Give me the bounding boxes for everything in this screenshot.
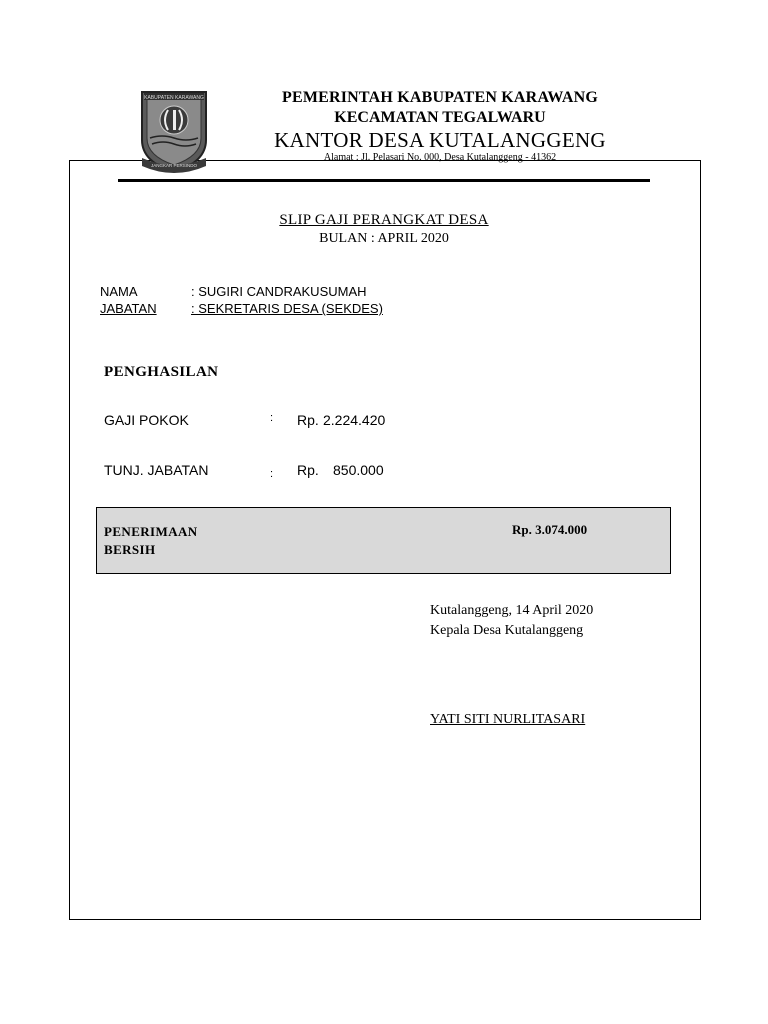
basic-salary-amount: 2.224.420 <box>323 412 386 428</box>
net-income-label-line1: PENERIMAAN <box>104 524 198 539</box>
name-value: : SUGIRI CANDRAKUSUMAH <box>191 284 367 299</box>
signature-place-date: Kutalanggeng, 14 April 2020 <box>430 603 594 618</box>
district-name: KECAMATAN TEGALWARU <box>334 109 546 126</box>
government-name: PEMERINTAH KABUPATEN KARAWANG <box>281 89 599 106</box>
net-income-value: Rp. 3.074.000 <box>512 522 588 537</box>
position-allowance-currency: Rp. <box>297 462 319 478</box>
svg-text:KABUPATEN KARAWANG: KABUPATEN KARAWANG <box>144 95 204 101</box>
position-allowance-colon: : <box>270 468 274 480</box>
position-label: JABATAN <box>100 301 157 316</box>
slip-title: SLIP GAJI PERANGKAT DESA <box>279 212 489 228</box>
svg-text:JANGKAR PERSINDO: JANGKAR PERSINDO <box>150 163 198 168</box>
basic-salary-currency: Rp. <box>297 412 319 428</box>
net-income-label-line2: BERSIH <box>104 542 156 557</box>
signer-name: YATI SITI NURLITASARI <box>430 712 586 727</box>
basic-salary-colon: : <box>270 412 274 424</box>
karawang-emblem-logo <box>138 88 210 174</box>
header-divider <box>118 179 650 182</box>
office-name: KANTOR DESA KUTALANGGENG <box>274 128 606 152</box>
net-income-box <box>96 507 671 574</box>
office-address: Alamat : Jl. Pelasari No. 000, Desa Kutalanggeng - 41362 <box>323 152 557 163</box>
position-allowance-amount: 850.000 <box>333 462 384 478</box>
basic-salary-label: GAJI POKOK <box>104 412 189 428</box>
position-value: : SEKRETARIS DESA (SEKDES) <box>191 301 383 316</box>
signer-title: Kepala Desa Kutalanggeng <box>430 623 584 638</box>
name-label: NAMA <box>100 284 138 299</box>
slip-month: BULAN : APRIL 2020 <box>319 231 449 246</box>
position-allowance-label: TUNJ. JABATAN <box>104 462 209 478</box>
income-section-title: PENGHASILAN <box>104 364 219 380</box>
